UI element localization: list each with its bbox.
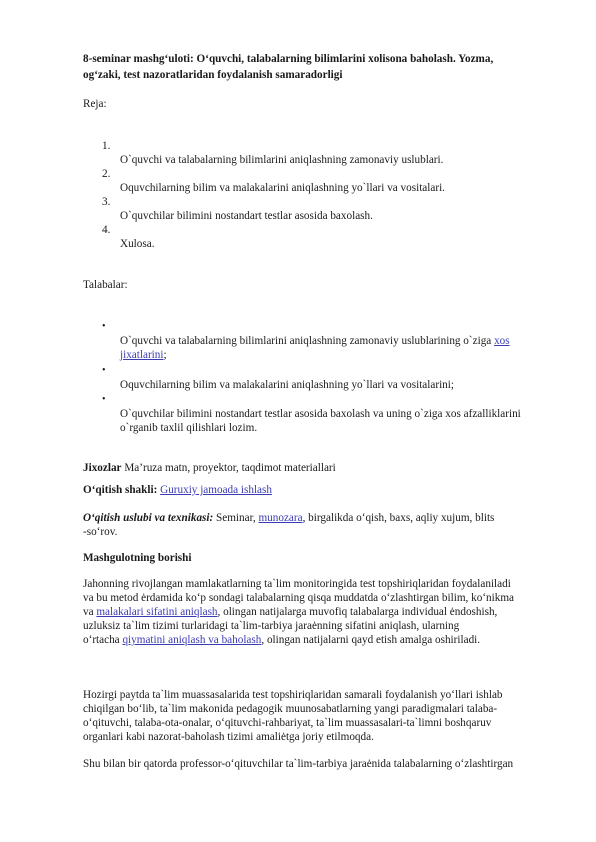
reja-item-number: 1. xyxy=(102,140,111,152)
bullet-icon: • xyxy=(102,365,106,376)
talabalar-item-text: O`quvchilar bilimini nostandart testlar asosida baxolash va uning o`ziga xos afzalliklarini xyxy=(120,408,521,420)
oqitish-shakli-line xyxy=(83,483,272,498)
qiymatini-aniqlash-link[interactable]: qiymatini aniqlash va baholash xyxy=(122,634,262,646)
xos-link[interactable]: xos xyxy=(494,335,510,347)
reja-label: Reja: xyxy=(83,98,107,110)
oqitish-uslubi-text: , birgalikda o‘qish, baxs, aqliy xujum, blits xyxy=(302,512,495,524)
oqitish-shakli-label: O‘qitish shakli: xyxy=(83,484,161,496)
title-line-1: 8-seminar mashg‘uloti: O‘quvchi, talabalarning bilimlarini xolisona baholash. Yozma, xyxy=(83,53,494,65)
paragraph-2-line: o‘qituvchi, talaba-ota-onalar, o‘qituvchi-rahbariyat, ta`lim muassasalari-ta`limni boshqaruv xyxy=(83,717,492,729)
talabalar-item-text-line-2: o`rganib taxlil qilishlari lozim. xyxy=(120,422,258,434)
paragraph-1-segment: va xyxy=(83,606,97,618)
talabalar-item-text xyxy=(120,334,510,349)
paragraph-1-line xyxy=(83,605,497,620)
paragraph-1-line: uzluksiz ta`lim tizimi turlaridagi ta`lim-tarbiya jaraėnning sifatini aniqlash, ularning xyxy=(83,620,460,632)
paragraph-1-segment: , olingan natijalarga muvofiq talabalarga individual ėndoshish, xyxy=(217,606,498,618)
oqitish-uslubi-text: Seminar, xyxy=(213,512,259,524)
reja-item-text: O`quvchilar bilimini nostandart testlar asosida baxolash. xyxy=(120,210,373,222)
bullet-icon: • xyxy=(102,321,106,332)
talabalar-item-text: Oquvchilarning bilim va malakalarini aniqlashning yo`llari va vositalarini; xyxy=(120,379,454,391)
paragraph-3-line: Shu bilan bir qatorda professor-o‘qituvchilar ta`lim-tarbiya jaraėnida talabalarning o‘zlashtirgan xyxy=(83,758,514,770)
title-line-2: og‘zaki, test nazoratlaridan foydalanish samaradorligi xyxy=(83,69,343,81)
paragraph-1-line xyxy=(83,633,480,648)
paragraph-1-line: Jahonning rivojlangan mamlakatlarning ta`lim monitoringida test topshiriqlaridan foydalaniladi xyxy=(83,578,511,590)
paragraph-2-line: chiqilgan bo‘lib, ta`lim makonida pedagogik muunosabatlarning yangi paradigmalari talaba- xyxy=(83,703,498,715)
paragraph-2-line: organlari kabi nazorat-baholash tizimi amaliėtga joriy etilmoqda. xyxy=(83,731,374,743)
jixatlarini-link[interactable]: jixatlarini xyxy=(120,349,164,361)
reja-item-text: Xulosa. xyxy=(120,238,155,250)
oqitish-uslubi-label: O‘qitish uslubi va texnikasi: xyxy=(83,512,214,524)
talabalar-label: Talabalar: xyxy=(83,279,128,291)
oqitish-uslubi-line xyxy=(83,511,494,526)
bullet-icon: • xyxy=(102,394,106,405)
talabalar-item-text-segment: ; xyxy=(163,349,167,361)
paragraph-1-segment: , olingan natijalarni qayd etish amalga oshiriladi. xyxy=(261,634,481,646)
oqitish-uslubi-line-2: -so‘rov. xyxy=(83,526,118,538)
jixozlar-text: Ma’ruza matn, proyektor, taqdimot materiallari xyxy=(121,462,336,474)
malakalari-sifatini-link[interactable]: malakalari sifatini aniqlash xyxy=(96,606,218,618)
paragraph-2-line: Hozirgi paytda ta`lim muassasalarida test topshiriqlaridan samarali foydalanish yo‘llari ishlab xyxy=(83,689,503,701)
paragraph-1-line: va bu metod ėrdamida ko‘p sondagi talabalarning qisqa muddatda o‘zlashtirgan bilim, ko‘nikma xyxy=(83,592,515,604)
reja-item-number: 4. xyxy=(102,224,111,236)
reja-item-text: O`quvchi va talabalarning bilimlarini aniqlashning zamonaviy uslublari. xyxy=(120,154,444,166)
talabalar-item-text-line-2 xyxy=(120,348,167,363)
munozara-link[interactable]: munozara xyxy=(258,512,303,524)
talabalar-item-text-segment: O`quvchi va talabalarning bilimlarini aniqlashning zamonaviy uslublarining o`ziga xyxy=(120,335,495,347)
reja-item-text: Oquvchilarning bilim va malakalarini aniqlashning yo`llari va vositalari. xyxy=(120,182,445,194)
jixozlar-line xyxy=(83,461,336,476)
guruxiy-link[interactable]: Guruxiy jamoada ishlash xyxy=(160,484,272,496)
reja-item-number: 2. xyxy=(102,168,111,180)
paragraph-1-segment: o‘rtacha xyxy=(83,634,123,646)
borishi-heading: Mashgulotning borishi xyxy=(83,552,192,564)
reja-item-number: 3. xyxy=(102,196,111,208)
jixozlar-label: Jixozlar xyxy=(83,462,122,474)
